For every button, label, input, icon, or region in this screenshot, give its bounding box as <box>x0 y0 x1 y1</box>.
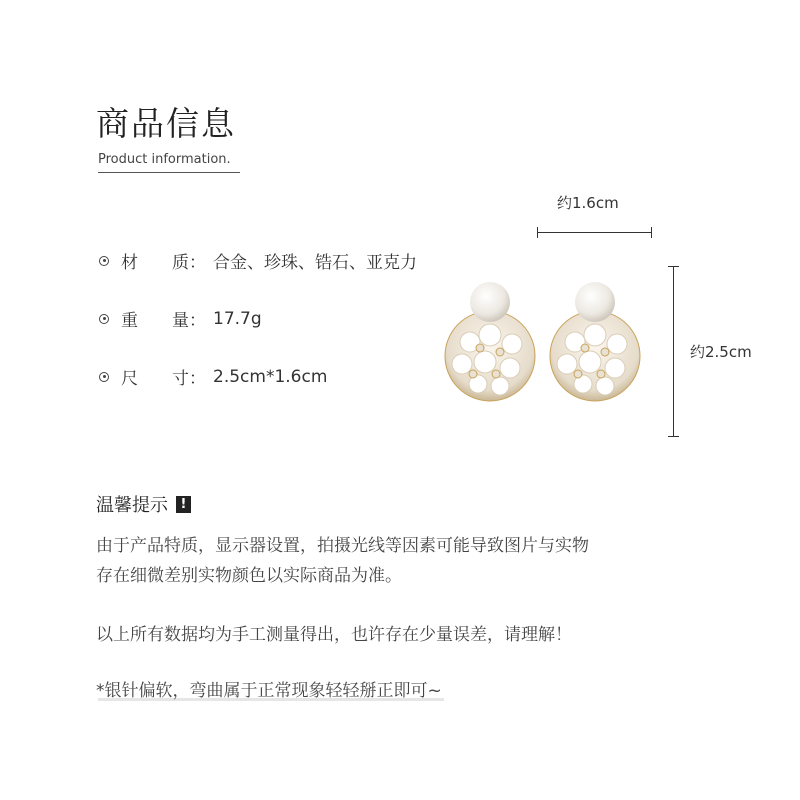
earrings-illustration <box>440 280 690 410</box>
width-dimension-label: 约1.6cm <box>557 194 619 212</box>
notice-line: 由于产品特质，显示器设置，拍摄光线等因素可能导致图片与实物 <box>96 536 589 556</box>
notice-paragraph-2: 以上所有数据均为手工测量得出，也许存在少量误差，请理解！ <box>96 625 572 645</box>
spec-label: 材 质： <box>121 253 206 273</box>
spec-value: 2.5cm*1.6cm <box>213 366 328 387</box>
spec-weight <box>99 306 262 331</box>
width-dimension-cap <box>537 227 538 238</box>
width-dimension-line <box>537 232 652 233</box>
spec-size <box>99 364 327 389</box>
spec-value: 合金、珍珠、锆石、亚克力 <box>213 253 417 273</box>
bullet-icon <box>99 372 109 382</box>
height-dimension-label: 约2.5cm <box>690 343 752 361</box>
warning-icon: ! <box>176 496 191 513</box>
product-image <box>440 280 690 410</box>
page-title: 商品信息 <box>96 104 236 143</box>
spec-label: 重 量： <box>121 311 206 331</box>
left-earring <box>445 282 535 401</box>
notice-line: 存在细微差别实物颜色以实际商品为准。 <box>96 566 402 586</box>
spec-material <box>99 248 417 273</box>
spec-value: 17.7g <box>213 308 262 329</box>
width-dimension-cap <box>651 227 652 238</box>
page-subtitle: Product information. <box>98 152 231 167</box>
subtitle-underline <box>98 172 240 173</box>
notice-title-text: 温馨提示 <box>96 495 168 516</box>
bullet-icon <box>99 314 109 324</box>
notice-paragraph-1 <box>96 531 736 591</box>
height-dimension-cap <box>668 436 679 437</box>
notice-title <box>96 491 191 517</box>
right-earring <box>550 282 640 401</box>
notice-paragraph-3: *银针偏软，弯曲属于正常现象轻轻掰正即可~ <box>96 681 442 701</box>
spec-label: 尺 寸： <box>121 369 206 389</box>
height-dimension-cap <box>668 266 679 267</box>
bullet-icon <box>99 256 109 266</box>
